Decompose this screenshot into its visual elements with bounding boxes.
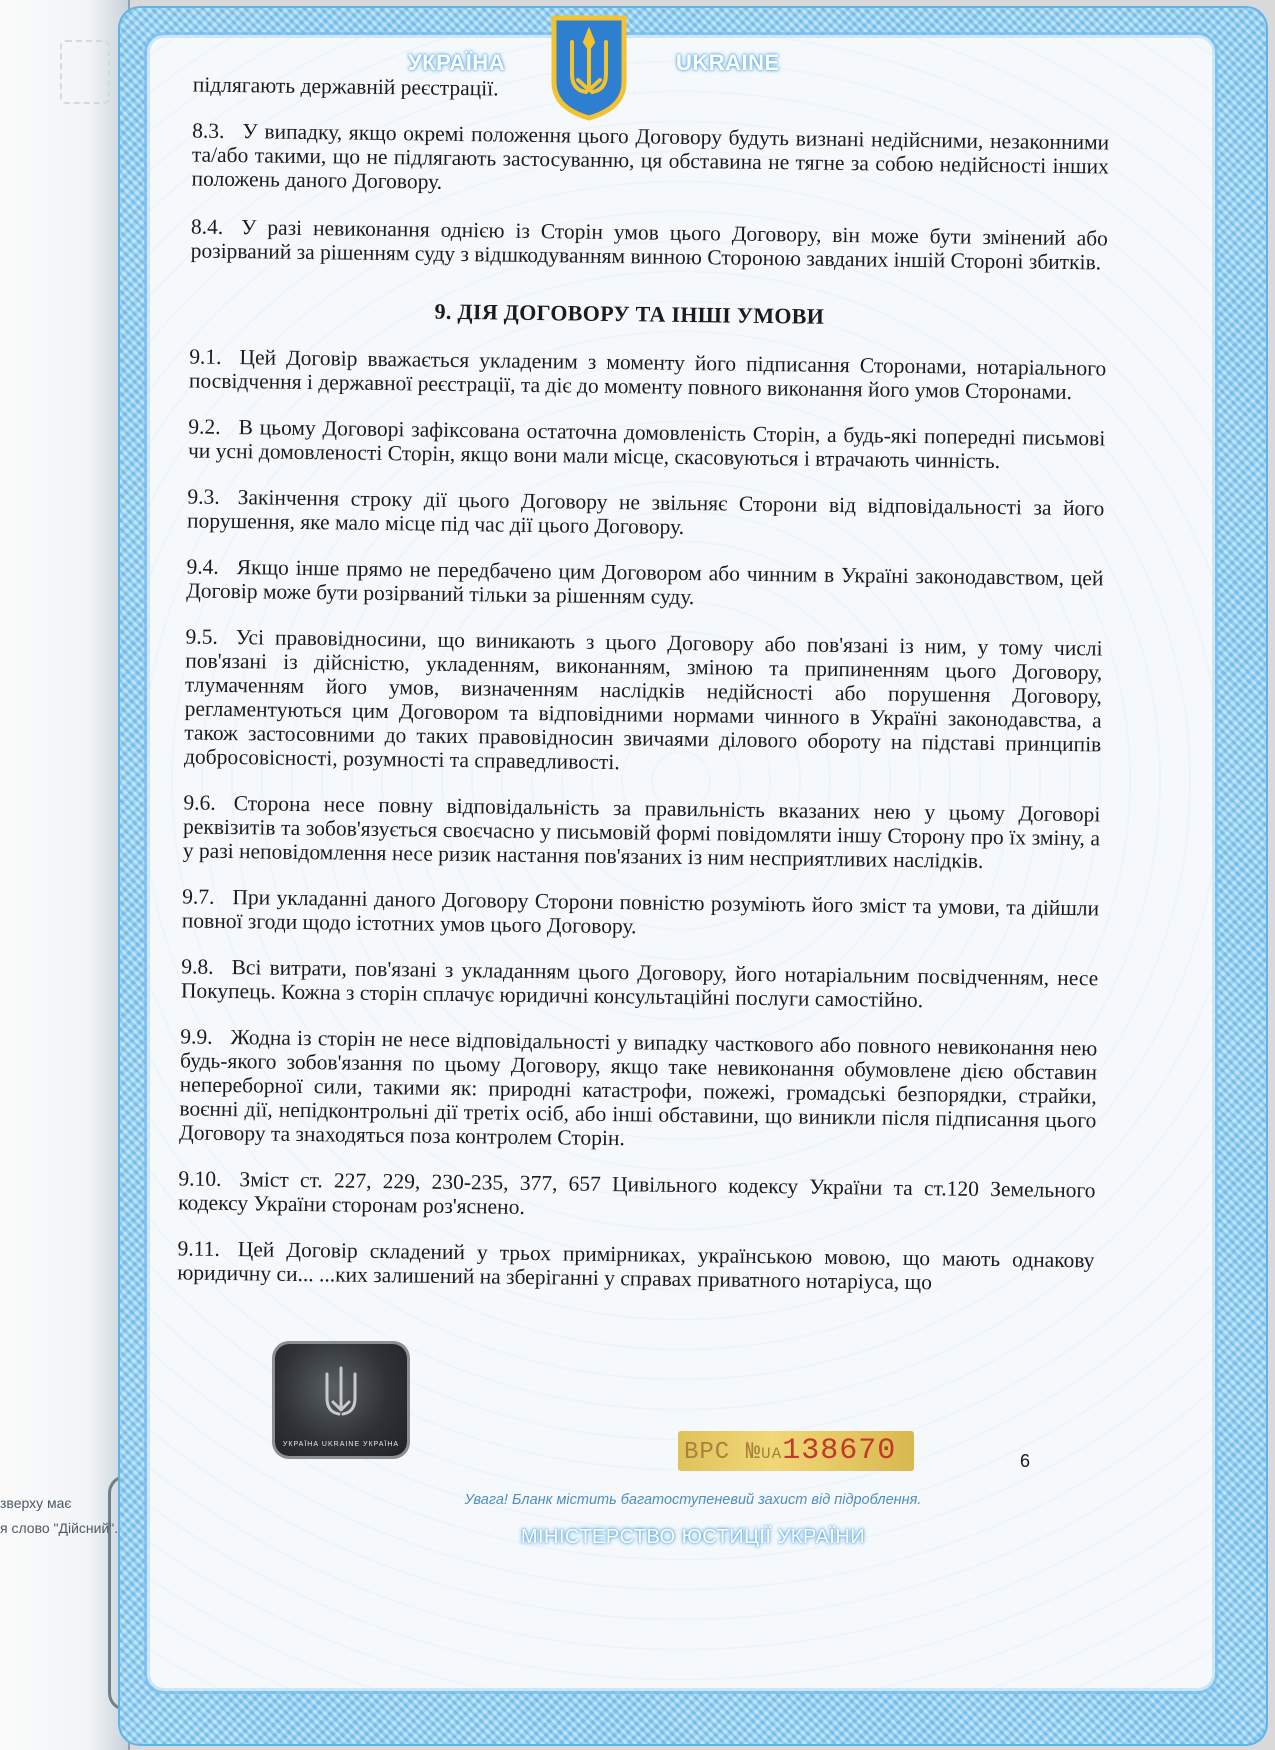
clause-text: Закінчення строку дії цього Договору не звільняє Сторони від відповідальності за його порушення, яке мало місце під час дії цього Договору. [186,485,1105,539]
clause-9-2 [150,414,1106,474]
left-page-note-line1: зверху має [0,1495,72,1511]
clause-text: Зміст ст. 227, 229, 230-235, 377, 657 Цивільного кодексу України та ст.120 Земельного кодексу України сторонам роз'яснено. [178,1167,1096,1219]
clause-number: 9.4. [186,554,219,579]
clause-text: Цей Договір складений у трьох примірниках, українською мовою, що мають однакову юридичну си... ...ких залишений на зберіганні у справах приватного нотаріуса, що [177,1237,1095,1295]
clause-number: 9.6. [183,790,216,815]
contract-text [139,72,1110,1318]
hologram-sticker [275,1344,407,1456]
clause-text: Сторона несе повну відповідальність за правильність вказаних нею у цьому Договорі реквізитів та зобов'язується своєчасно у письмовій формі повідомляти іншу Сторону про їх зміну, а у разі неповідомлення несе ризик настання пов'язаних із ним несприятливих наслідків. [182,791,1101,873]
forgery-warning: Увага! Бланк містить багатоступеневий захист від підроблення. [464,1492,922,1508]
serial-ua: UA [761,1445,783,1463]
clause-number: 9.8. [181,954,214,979]
clause-text: У разі невиконання однією із Сторін умов цього Договору, він може бути змінений або розірваний за рішенням суду з відшкодуванням винною Стороною завданих іншій Стороні збитків. [190,215,1109,275]
clause-number: 8.4. [190,214,224,239]
clause-text: Всі витрати, пов'язані з укладанням цього Договору, його нотаріальним посвідченням, несе Покупець. Кожна з сторін сплачує юридичні консультаційні послуги самостійно. [180,955,1099,1013]
header-ukraine: UKRAINE [676,50,780,75]
page-number: 6 [1020,1451,1031,1471]
clause-8-4 [153,214,1109,274]
clause-text: У випадку, якщо окремі положення цього Договору будуть визнані недійсними, незаконними та/або такими, що не підлягають застосуванню, ця обставина не тягне за собою недійсності інших положень даного Договору. [191,119,1110,194]
clause-9-9 [141,1024,1097,1156]
serial-prefix: ВРС № [684,1439,762,1466]
clause-text: При укладанні даного Договору Сторони повністю розуміють його зміст та умови, та дійшли повної згоди щодо істотних умов цього Договору. [181,885,1100,939]
hologram-label: УКРАЇНА UKRAINE УКРАЇНА [282,1441,400,1448]
clause-9-4 [148,554,1104,614]
clause-text: В цьому Договорі зафіксована остаточна домовленість Сторін, а будь-які попередні письмові чи усні домовленості Сторін, якщо вони мали місце, скасовуються і втрачають чинність. [187,415,1106,474]
clause-8-3 [153,118,1109,202]
clause-9-7 [144,884,1100,944]
clause-number: 9.1. [189,344,222,369]
clause-9-1 [151,344,1107,404]
clause-number: 9.10. [178,1166,222,1191]
clause-number: 9.11. [177,1236,220,1261]
clause-9-11 [139,1236,1095,1296]
clause-text: Якщо інше прямо не передбачено цим Договором або чинним в Україні законодавством, цей Договір може бути розірваний тільки за рішенням суду. [186,555,1104,610]
clause-9-10 [140,1166,1096,1226]
clause-number: 9.5. [185,624,219,649]
left-page-edge [0,0,130,1750]
section-title: 9. ДІЯ ДОГОВОРУ ТА ІНШІ УМОВИ [434,298,825,329]
serial-number-strip [678,1431,914,1471]
clause-number: 8.3. [192,118,225,143]
header-ukraina: УКРАЇНА [408,50,506,75]
clause-9-3 [149,484,1105,544]
continuation-line: підлягають державній реєстрації. [192,72,499,101]
clause-number: 9.9. [180,1024,213,1049]
left-page-watermark [60,40,110,104]
clause-9-6 [145,790,1101,874]
clause-number: 9.7. [182,884,215,909]
clause-9-5 [146,624,1103,780]
clause-text: Жодна із сторін не несе відповідальності у випадку часткового або повного невиконання нею будь-якого зобов'язання по цьому Договору, якщо таке невиконання обумовлене дією обставин непереборної сили, такими як: природні катастрофи, пожежі, громадські безпорядки, страйки, воєнні дії, непідконтрольні дії третіх осіб, або інші обставини, що виникли після підписання цього Договору та знаходяться поза контролем Сторін. [178,1025,1098,1151]
clause-text: Усі правовідносини, що виникають з цього Договору або пов'язані із ним, у тому числі пов'язані із дійсністю, укладенням, виконанням, зміною та припиненням цього Договору, тлумаченням його умов, визначенням наслідків недійсності або порушення Договору, регламентуються цим Договором та відповідними нормами чинного в Україні законодавства, а також застосовними до таких правовідносин звичаями ділового обороту на підставі принципів добросовісності, розумності та справедливості. [183,625,1103,775]
clause-9-8 [143,954,1099,1014]
left-page-note-line2: я слово "Дійсний". [0,1520,119,1536]
clause-number: 9.3. [187,484,220,509]
serial-number: 138670 [782,1434,897,1468]
hologram-trident-icon [315,1362,367,1422]
clause-number: 9.2. [188,414,221,439]
clause-text: Цей Договір вважається укладеним з моменту його підписання Сторонами, нотаріального посвідчення і державної реєстрації, та діє до моменту повного виконання його умов Сторонами. [188,345,1107,405]
ministry-title: МІНІСТЕРСТВО ЮСТИЦІЇ УКРАЇНИ [520,1526,866,1548]
